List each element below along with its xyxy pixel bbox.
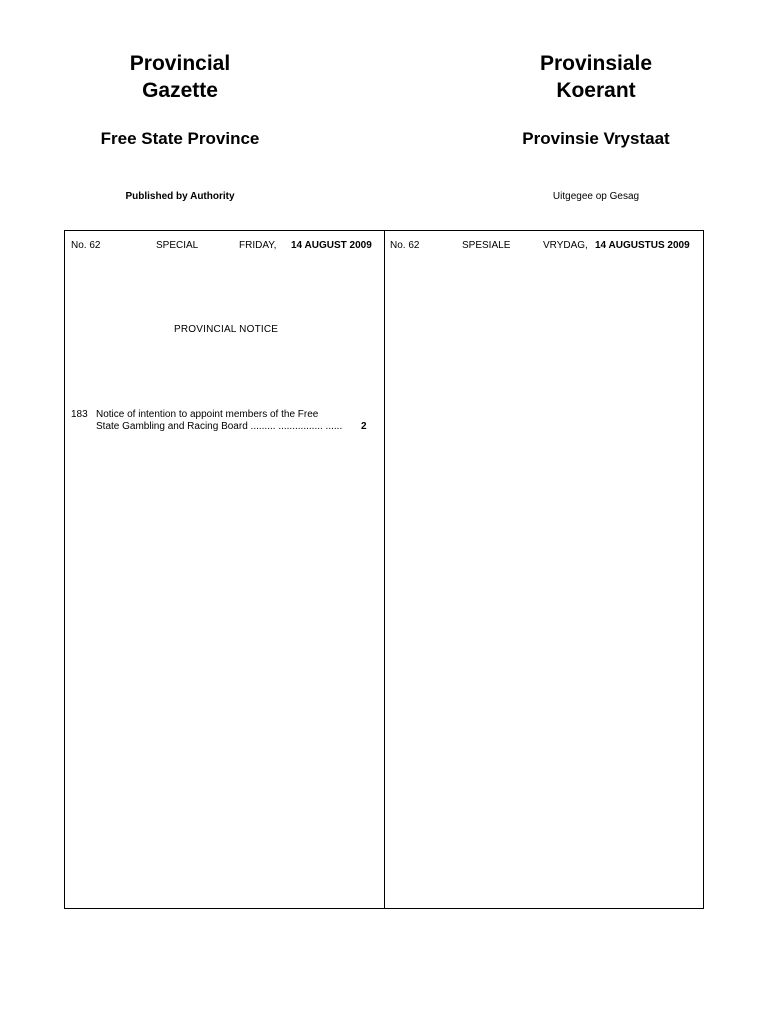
gazette-title-af (476, 50, 716, 104)
gazette-title-af-line2: Koerant (556, 79, 636, 102)
authority-af: Uitgegee op Gesag (552, 191, 640, 202)
column-divider (384, 231, 385, 908)
issue-date-en: 14 AUGUST 2009 (291, 240, 372, 251)
gazette-title-en-line1: Provincial (129, 52, 231, 75)
gazette-title-af-line1: Provinsiale (539, 52, 653, 75)
notice-title-line1: Notice of intention to appoint members of the Free (96, 409, 319, 420)
issue-number-en: No. 62 (71, 240, 101, 251)
issue-number-af: No. 62 (390, 240, 420, 251)
authority-en: Published by Authority (125, 191, 235, 202)
issue-type-en: SPECIAL (156, 240, 199, 251)
gazette-title-en-line2: Gazette (142, 79, 218, 102)
issue-day-af: VRYDAG, (543, 240, 588, 251)
notice-number: 183 (71, 409, 88, 420)
notice-page-number: 2 (361, 421, 367, 432)
issue-day-en: FRIDAY, (239, 240, 277, 251)
notice-title (96, 409, 371, 433)
issue-date-af: 14 AUGUSTUS 2009 (595, 240, 690, 251)
notice-title-line2: State Gambling and Racing Board ......... ................ ...... (96, 421, 343, 432)
gazette-title-en (60, 50, 300, 104)
province-en: Free State Province (100, 129, 260, 148)
provincial-notice-heading: PROVINCIAL NOTICE (174, 324, 279, 335)
contents-frame (64, 230, 704, 909)
province-af: Provinsie Vrystaat (522, 129, 670, 148)
issue-type-af: SPESIALE (462, 240, 511, 251)
